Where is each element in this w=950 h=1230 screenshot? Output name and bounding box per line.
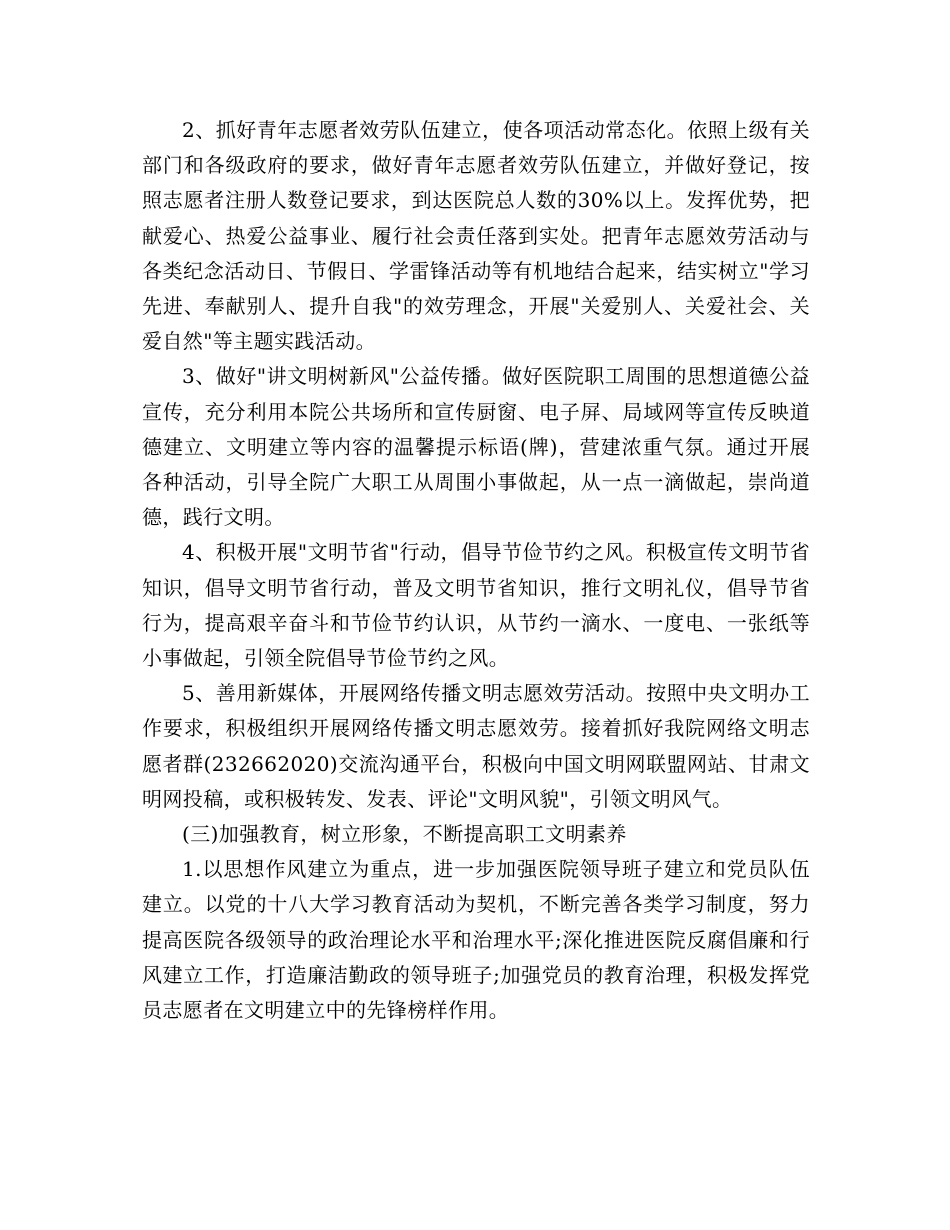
section-heading: (三)加强教育，树立形象，不断提高职工文明素养 bbox=[182, 822, 627, 847]
paragraph-thrift-campaign: 4、积极开展"文明节省"行动，倡导节俭节约之风。积极宣传文明节省知识，倡导文明节省行动，普及文明节省知识，推行文明礼仪，倡导节省行为，提高艰辛奋斗和节俭节约认识，从节约一滴水、一度电、一张纸等小事做起，引领全院倡导节俭节约之风。 bbox=[142, 540, 810, 671]
paragraph-online-volunteer: 5、善用新媒体，开展网络传播文明志愿效劳活动。按照中央文明办工作要求，积极组织开展网络传播文明志愿效劳。接着抓好我院网络文明志愿者群(232662020)交流沟通平台，积极向中国文明网联盟网站、甘肃文明网投稿，或积极转发、发表、评论"文明风貌"，引领文明风气。 bbox=[142, 681, 810, 811]
paragraph-leadership-building: 1.以思想作风建立为重点，进一步加强医院领导班子建立和党员队伍建立。以党的十八大学习教育活动为契机，不断完善各类学习制度，努力提高医院各级领导的政治理论水平和治理水平;深化推进医院反腐倡廉和行风建立工作，打造廉洁勤政的领导班子;加强党员的教育治理，积极发挥党员志愿者在文明建立中的先锋榜样作用。 bbox=[142, 857, 810, 1023]
paragraph-civility-publicity: 3、做好"讲文明树新风"公益传播。做好医院职工周围的思想道德公益宣传，充分利用本院公共场所和宣传厨窗、电子屏、局域网等宣传反映道德建立、文明建立等内容的温馨提示标语(牌)，营建浓重气氛。通过开展各种活动，引导全院广大职工从周围小事做起，从一点一滴做起，崇尚道德，践行文明。 bbox=[142, 364, 810, 530]
document-body bbox=[142, 113, 810, 1028]
paragraph-volunteer-team: 2、抓好青年志愿者效劳队伍建立，使各项活动常态化。依照上级有关部门和各级政府的要求，做好青年志愿者效劳队伍建立，并做好登记，按照志愿者注册人数登记要求，到达医院总人数的30%以上。发挥优势，把献爱心、热爱公益事业、履行社会责任落到实处。把青年志愿效劳活动与各类纪念活动日、节假日、学雷锋活动等有机地结合起来，结实树立"学习先进、奉献别人、提升自我"的效劳理念，开展"关爱别人、关爱社会、关爱自然"等主题实践活动。 bbox=[142, 118, 810, 354]
